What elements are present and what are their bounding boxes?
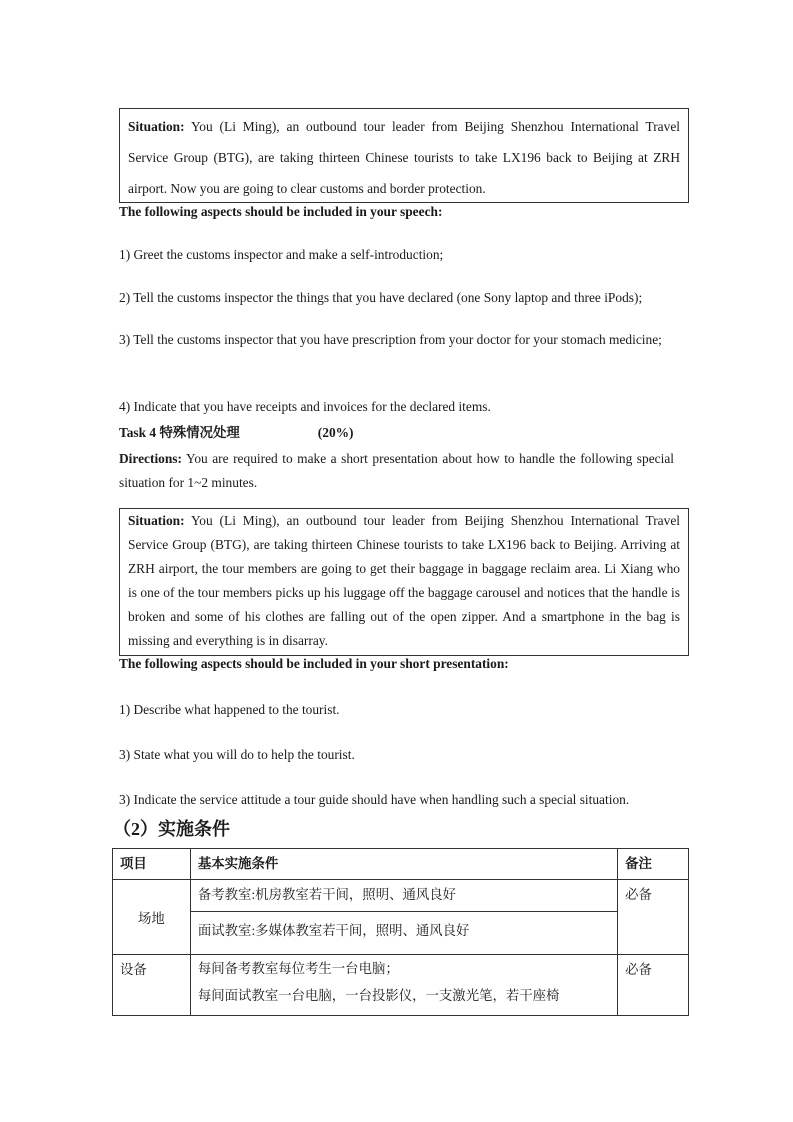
situation-label-2: Situation: <box>128 513 185 528</box>
speech-item-1: 1) Greet the customs inspector and make a self-introduction; <box>119 247 444 262</box>
venue-row-2: 面试教室:多媒体教室若干间，照明、通风良好 <box>190 912 617 955</box>
situation-body-2: You (Li Ming), an outbound tour leader from Beijing Shenzhou International Travel Service Group (BTG), are taking thirteen Chinese tourists to take LX196 back to Beijing. Arriving at ZRH airport, the tour members are going to get their baggage in baggage reclaim area. Li Xiang who is one of the tour members picks up his luggage off the baggage carousel and notices that the handle is broken and some of his clothes are falling out of the open zipper. And a smartphone in the bag is missing and everything is in disarray. <box>128 513 680 648</box>
presentation-heading: The following aspects should be included in your short presentation: <box>119 656 509 671</box>
venue-note: 必备 <box>618 880 689 955</box>
presentation-item-3: 3) Indicate the service attitude a tour guide should have when handling such a special situation. <box>119 792 630 807</box>
speech-heading: The following aspects should be included in your speech: <box>119 204 443 219</box>
situation-box-1 <box>119 108 689 203</box>
table-row <box>113 955 689 1016</box>
situation-body-1: You (Li Ming), an outbound tour leader from Beijing Shenzhou International Travel Service Group (BTG), are taking thirteen Chinese tourists to take LX196 back to Beijing at ZRH airport. Now you are going to clear customs and border protection. <box>128 119 680 196</box>
header-item: 项目 <box>113 849 191 880</box>
conditions-table <box>112 848 689 1016</box>
task4-directions <box>119 447 674 495</box>
presentation-item-2: 3) State what you will do to help the tourist. <box>119 747 355 762</box>
table-row <box>113 912 689 955</box>
situation-text-2 <box>128 509 680 653</box>
situation-box-2 <box>119 508 689 656</box>
speech-item-3: 3) Tell the customs inspector that you have prescription from your doctor for your stomach medicine; <box>119 332 662 347</box>
equipment-note: 必备 <box>618 955 689 1016</box>
header-conditions: 基本实施条件 <box>190 849 617 880</box>
task4-weight: (20%) <box>317 425 354 440</box>
directions-label: Directions: <box>119 451 182 466</box>
task4-title: Task 4 特殊情况处理 <box>119 425 240 440</box>
table-header-row <box>113 849 689 880</box>
task4-title-line <box>119 421 674 445</box>
equipment-line-1: 每间备考教室每位考生一台电脑； <box>197 961 399 976</box>
equipment-line-2: 每间面试教室一台电脑，一台投影仪，一支激光笔，若干座椅 <box>197 988 560 1003</box>
situation-text-1 <box>128 111 680 204</box>
speech-item-2: 2) Tell the customs inspector the things that you have declared (one Sony laptop and three iPods); <box>119 290 643 305</box>
venue-label: 场地 <box>113 880 191 955</box>
header-note: 备注 <box>618 849 689 880</box>
equipment-cell <box>190 955 617 1016</box>
section-title: （2）实施条件 <box>113 819 230 839</box>
situation-label-1: Situation: <box>128 119 185 134</box>
equipment-label: 设备 <box>113 955 191 1016</box>
speech-item-4: 4) Indicate that you have receipts and invoices for the declared items. <box>119 399 491 414</box>
presentation-item-1: 1) Describe what happened to the tourist. <box>119 702 340 717</box>
directions-body: You are required to make a short presentation about how to handle the following special situation for 1~2 minutes. <box>119 451 674 490</box>
venue-row-1: 备考教室:机房教室若干间，照明、通风良好 <box>190 880 617 912</box>
table-row <box>113 880 689 912</box>
